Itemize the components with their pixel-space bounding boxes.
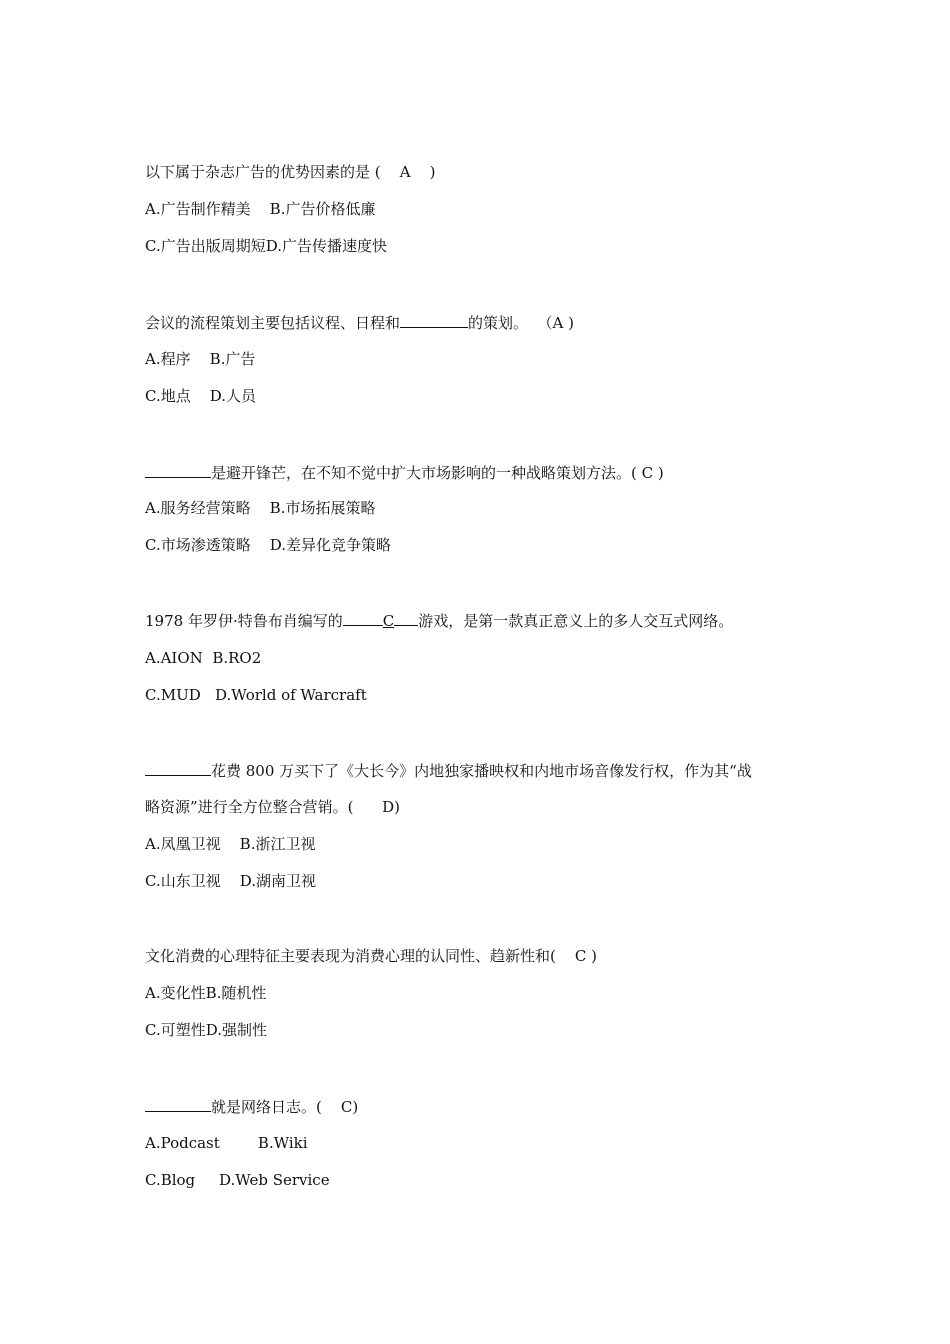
question-7-stem (145, 1096, 358, 1116)
question-2-options-ab: A.程序 B.广告 (145, 350, 256, 368)
question-4-blank-right (394, 610, 418, 626)
question-2-stem (145, 312, 574, 332)
question-3-stem (145, 462, 664, 482)
question-2-blank (400, 312, 468, 328)
question-1-stem: 以下属于杂志广告的优势因素的是 ( A ) (145, 163, 436, 181)
question-2-stem-before: 会议的流程策划主要包括议程、日程和 (145, 314, 401, 332)
question-5-stem-after: 花费 800 万买下了《大长今》内地独家播映权和内地市场音像发行权，作为其“战 (211, 762, 752, 780)
question-6-stem: 文化消费的心理特征主要表现为消费心理的认同性、趋新性和( C ) (145, 947, 598, 965)
question-4-stem (145, 610, 733, 630)
question-3-options-ab: A.服务经营策略 B.市场拓展策略 (145, 499, 376, 517)
question-5-blank (145, 760, 211, 776)
question-5-stem-line2: 略资源”进行全方位整合营销。( D) (145, 798, 401, 816)
question-7-stem-after: 就是网络日志。( C) (211, 1098, 359, 1116)
question-1-options-cd: C.广告出版周期短D.广告传播速度快 (145, 237, 387, 255)
question-5-options-cd: C.山东卫视 D.湖南卫视 (145, 872, 317, 890)
question-2-options-cd: C.地点 D.人员 (145, 387, 257, 405)
question-1-options-ab: A.广告制作精美 B.广告价格低廉 (145, 200, 376, 218)
question-4-options-ab: A.AION B.RO2 (145, 649, 262, 667)
question-2-stem-after: 的策划。 （A ) (468, 314, 575, 332)
question-6-options-cd: C.可塑性D.强制性 (145, 1021, 267, 1039)
question-6-options-ab: A.变化性B.随机性 (145, 984, 267, 1002)
question-4-stem-after: 游戏，是第一款真正意义上的多人交互式网络。 (418, 612, 734, 630)
question-5-options-ab: A.凤凰卫视 B.浙江卫视 (145, 835, 316, 853)
question-3-stem-after: 是避开锋芒，在不知不觉中扩大市场影响的一种战略策划方法。( C ) (211, 464, 664, 482)
question-4-answer: C (382, 612, 395, 630)
question-4-stem-before: 1978 年罗伊·特鲁布肖编写的 (145, 612, 343, 630)
question-7-options-cd: C.Blog D.Web Service (145, 1171, 330, 1189)
question-3-options-cd: C.市场渗透策略 D.差异化竞争策略 (145, 536, 392, 554)
question-4-blank-left (343, 610, 383, 626)
question-3-blank (145, 462, 211, 478)
question-5-stem (145, 760, 752, 780)
question-7-options-ab: A.Podcast B.Wiki (145, 1134, 308, 1152)
question-7-blank (145, 1096, 211, 1112)
question-4-options-cd: C.MUD D.World of Warcraft (145, 686, 367, 704)
